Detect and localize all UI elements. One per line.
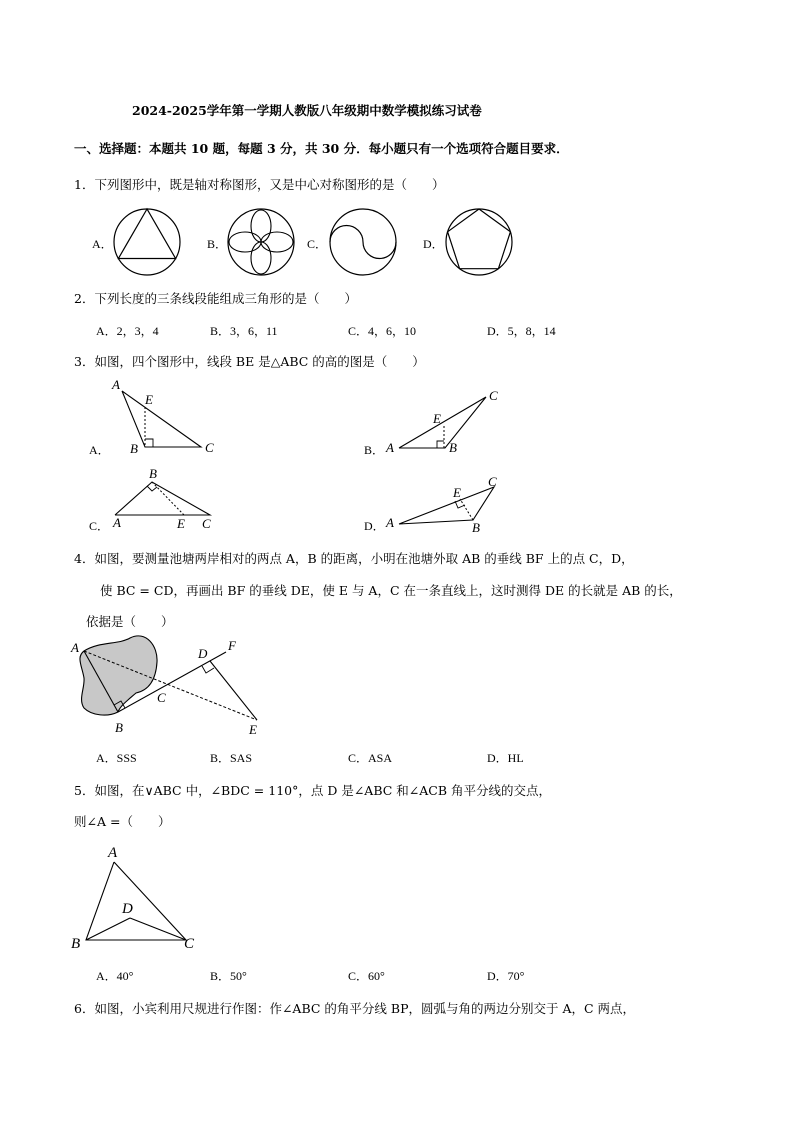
page-title: 2024-2025学年第一学期人教版八年级期中数学模拟练习试卷 <box>132 103 482 118</box>
q4-point-a: A <box>71 640 79 655</box>
q3-label-d: D． <box>364 519 385 533</box>
q3c-point-e: E <box>177 516 185 531</box>
q3c-point-b: B <box>149 466 157 481</box>
q5-point-c: C <box>184 936 195 952</box>
q3b-point-b: B <box>449 440 457 455</box>
q4-point-d: D <box>198 646 208 661</box>
q4-point-e: E <box>249 722 257 737</box>
q2-option-a: A．2，3，4 <box>96 324 159 338</box>
q4-line2: 使 BC = CD，再画出 BF 的垂线 DE，使 E 与 A，C 在一条直线上，这时测得 DE 的长就是 AB 的长， <box>100 583 682 598</box>
q4-line1: 4．如图，要测量池塘两岸相对的两点 A，B 的距离，小明在池塘外取 AB 的垂线 BF 上的点 C，D， <box>74 551 634 566</box>
q1-label-c: C． <box>307 237 328 251</box>
q3b-point-c: C <box>489 388 498 403</box>
q3a-point-b: B <box>130 441 138 456</box>
q4-point-f: F <box>228 638 236 653</box>
q3a-point-c: C <box>205 440 214 455</box>
q5-option-d: D．70° <box>487 969 525 983</box>
q5-point-a: A <box>108 845 118 861</box>
q2-stem: 2．下列长度的三条线段能组成三角形的是（ ） <box>74 291 357 306</box>
q3d-point-e: E <box>453 485 461 500</box>
q4-option-c: C．ASA <box>348 751 393 765</box>
q4-point-c: C <box>157 690 166 705</box>
section-header: 一、选择题：本题共 10 题，每题 3 分，共 30 分．每小题只有一个选项符合题目要求． <box>74 141 569 156</box>
q3d-point-c: C <box>488 474 497 489</box>
q5-point-d: D <box>122 901 133 917</box>
q3b-point-e: E <box>433 411 441 426</box>
q1-label-a: A． <box>92 237 113 251</box>
q4-line3: 依据是（ ） <box>86 614 174 629</box>
q2-option-b: B．3，6，11 <box>210 324 278 338</box>
q3a-point-e: E <box>145 392 153 407</box>
q1-label-d: D． <box>423 237 444 251</box>
q5-option-a: A．40° <box>96 969 134 983</box>
q1-stem: 1．下列图形中，既是轴对称图形，又是中心对称图形的是（ ） <box>74 177 445 192</box>
q4-option-d: D．HL <box>487 751 524 765</box>
q4-option-a: A．SSS <box>96 751 137 765</box>
q5-line1: 5．如图，在∨ABC 中，∠BDC = 110°，点 D 是∠ABC 和∠ACB 角平分线的交点， <box>74 783 552 798</box>
q4-point-b: B <box>115 720 123 735</box>
q3c-point-c: C <box>202 516 211 531</box>
q1-label-b: B． <box>207 237 228 251</box>
q3c-point-a: A <box>113 515 121 530</box>
q3a-point-a: A <box>112 377 120 392</box>
q5-point-b: B <box>71 936 81 952</box>
q3d-point-b: B <box>472 520 480 535</box>
q3-label-c: C． <box>89 519 110 533</box>
q3-label-b: B． <box>364 443 385 457</box>
q5-option-c: C．60° <box>348 969 385 983</box>
q2-option-d: D．5，8，14 <box>487 324 556 338</box>
q3-label-a: A． <box>89 443 110 457</box>
q5-line2: 则∠A =（ ） <box>74 814 171 829</box>
q3b-point-a: A <box>386 440 394 455</box>
q3d-point-a: A <box>386 515 394 530</box>
q2-option-c: C．4，6，10 <box>348 324 417 338</box>
q6-line1: 6．如图，小宾利用尺规进行作图：作∠ABC 的角平分线 BP，圆弧与角的两边分别交于 A，C 两点， <box>74 1001 636 1016</box>
q3-stem: 3．如图，四个图形中，线段 BE 是△ABC 的高的图是（ ） <box>74 354 425 369</box>
q5-option-b: B．50° <box>210 969 247 983</box>
q4-option-b: B．SAS <box>210 751 253 765</box>
